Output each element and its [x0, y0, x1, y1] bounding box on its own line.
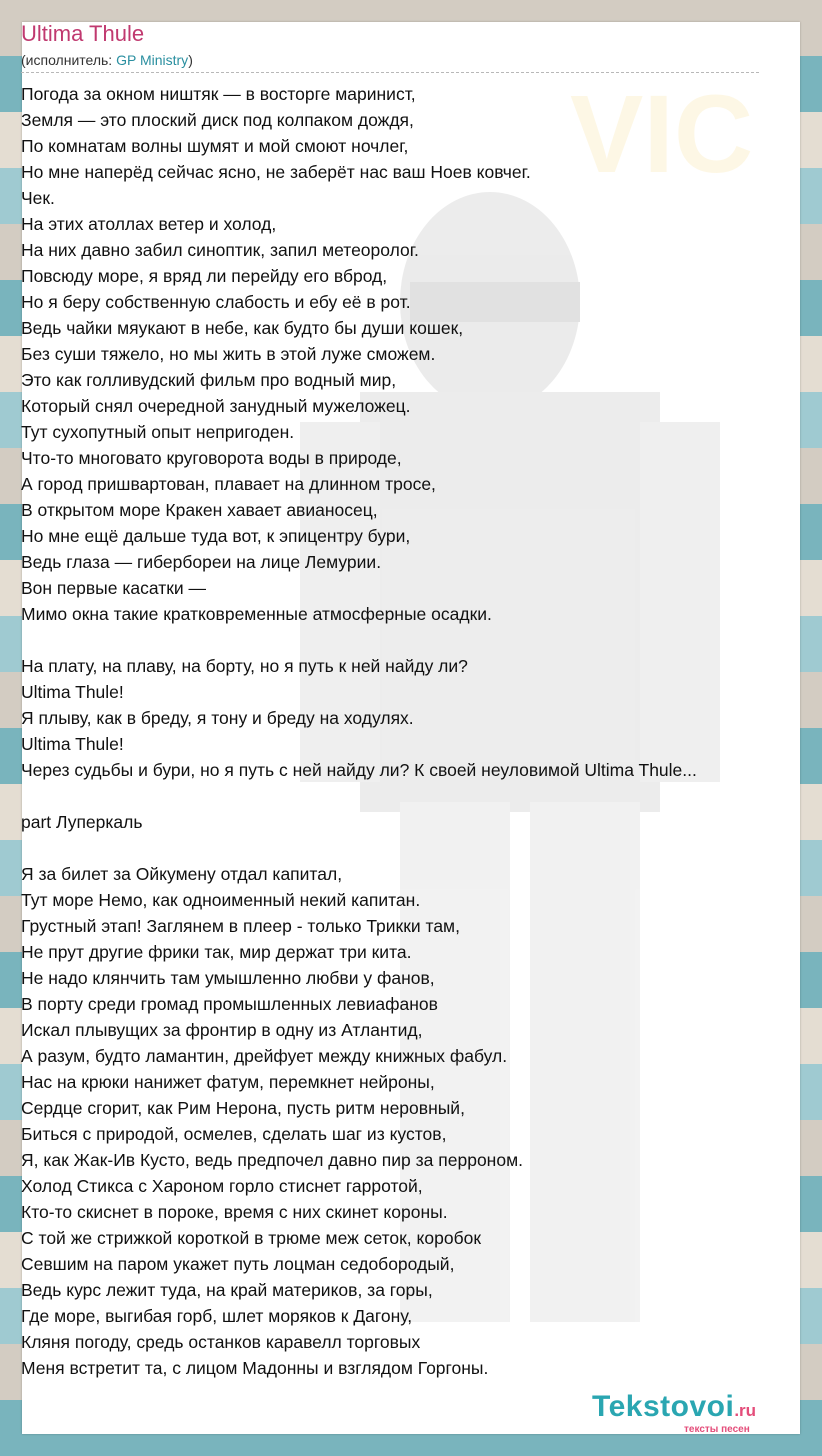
lyric-line: Повсюду море, я вряд ли перейду его вброд,	[21, 266, 388, 286]
lyric-line: В порту среди громад промышленных левиафанов	[21, 994, 438, 1014]
lyric-line: На них давно забил синоптик, запил метеоролог.	[21, 240, 419, 260]
lyric-line: В открытом море Кракен хавает авианосец,	[21, 500, 378, 520]
lyrics-content	[21, 20, 821, 1381]
lyric-blank-line	[21, 783, 821, 809]
lyric-line: Я плыву, как в бреду, я тону и бреду на ходулях.	[21, 708, 414, 728]
site-logo[interactable]	[592, 1390, 802, 1436]
lyric-line: Земля — это плоский диск под колпаком дождя,	[21, 110, 414, 130]
lyric-line: Тут море Немо, как одноименный некий капитан.	[21, 890, 421, 910]
lyric-line: Через судьбы и бури, но я путь с ней найду ли? К своей неуловимой Ultima Thule...	[21, 760, 697, 780]
lyric-line: Без суши тяжело, но мы жить в этой луже сможем.	[21, 344, 436, 364]
lyric-line: Где море, выгибая горб, шлет моряков к Дагону,	[21, 1306, 413, 1326]
logo-tld: .ru	[734, 1401, 757, 1420]
lyric-line: А город пришвартован, плавает на длинном тросе,	[21, 474, 436, 494]
logo-wordmark: Tekstovoi	[592, 1390, 735, 1423]
lyric-line: Сердце сгорит, как Рим Нерона, пусть ритм неровный,	[21, 1098, 465, 1118]
lyric-line: Кляня погоду, средь останков каравелл торговых	[21, 1332, 421, 1352]
lyric-blank-line	[21, 627, 821, 653]
lyric-line: part Луперкаль	[21, 812, 143, 832]
lyric-line: Севшим на паром укажет путь лоцман седобородый,	[21, 1254, 455, 1274]
lyric-line: Ведь глаза — гибербореи на лице Лемурии.	[21, 552, 382, 572]
lyric-line: Не надо клянчить там умышленно любви у фанов,	[21, 968, 435, 988]
lyric-line: Нас на крюки нанижет фатум, перемкнет нейроны,	[21, 1072, 435, 1092]
lyric-line: Вон первые касатки —	[21, 578, 207, 598]
lyric-line: Ultima Thule!	[21, 734, 124, 754]
lyric-line: Не прут другие фрики так, мир держат три кита.	[21, 942, 412, 962]
lyric-line: Я за билет за Ойкумену отдал капитал,	[21, 864, 343, 884]
lyric-line: Кто-то скиснет в пороке, время с них скинет короны.	[21, 1202, 448, 1222]
lyric-line: Биться с природой, осмелев, сделать шаг из кустов,	[21, 1124, 447, 1144]
lyric-line: По комнатам волны шумят и мой смоют ночлег,	[21, 136, 409, 156]
performer-suffix: )	[188, 52, 193, 68]
lyric-line: Который снял очередной занудный мужеложец.	[21, 396, 411, 416]
lyric-line: С той же стрижкой короткой в трюме меж сеток, коробок	[21, 1228, 481, 1248]
lyric-line: Грустный этап! Заглянем в плеер - только Трикки там,	[21, 916, 460, 936]
lyric-blank-line	[21, 835, 821, 861]
performer-link[interactable]: GP Ministry	[116, 52, 189, 68]
lyric-line: Ведь чайки мяукают в небе, как будто бы души кошек,	[21, 318, 464, 338]
svg-text:VIC: VIC	[570, 73, 754, 196]
lyric-line: На этих атоллах ветер и холод,	[21, 214, 277, 234]
lyric-line: Тут сухопутный опыт непригоден.	[21, 422, 295, 442]
lyric-line: Что-то многовато круговорота воды в природе,	[21, 448, 402, 468]
lyric-line: Это как голливудский фильм про водный мир,	[21, 370, 397, 390]
lyric-line: Чек.	[21, 188, 55, 208]
lyric-line: Ultima Thule!	[21, 682, 124, 702]
lyric-line: Погода за окном ништяк — в восторге маринист,	[21, 84, 416, 104]
lyric-line: Мимо окна такие кратковременные атмосферные осадки.	[21, 604, 492, 624]
lyric-line: Ведь курс лежит туда, на край материков, за горы,	[21, 1280, 433, 1300]
lyric-line: Искал плывущих за фронтир в одну из Атлантид,	[21, 1020, 423, 1040]
lyric-line: Но мне ещё дальше туда вот, к эпицентру бури,	[21, 526, 411, 546]
lyrics-text	[21, 81, 821, 1381]
lyric-line: Я, как Жак-Ив Кусто, ведь предпочел давно пир за перроном.	[21, 1150, 523, 1170]
lyric-line: Холод Стикса с Хароном горло стиснет гарротой,	[21, 1176, 423, 1196]
lyric-line: На плату, на плаву, на борту, но я путь к ней найду ли?	[21, 656, 468, 676]
lyric-line: Но мне наперёд сейчас ясно, не заберёт нас ваш Ноев ковчег.	[21, 162, 531, 182]
title-divider	[21, 72, 759, 73]
logo-tagline: тексты песен	[684, 1424, 750, 1435]
lyric-line: Но я беру собственную слабость и ебу её в рот.	[21, 292, 411, 312]
lyric-line: Меня встретит та, с лицом Мадонны и взглядом Горгоны.	[21, 1358, 489, 1378]
lyric-line: А разум, будто ламантин, дрейфует между книжных фабул.	[21, 1046, 508, 1066]
performer-line	[21, 50, 821, 70]
performer-prefix: (исполнитель:	[21, 52, 117, 68]
song-title: Ultima Thule	[21, 21, 145, 46]
